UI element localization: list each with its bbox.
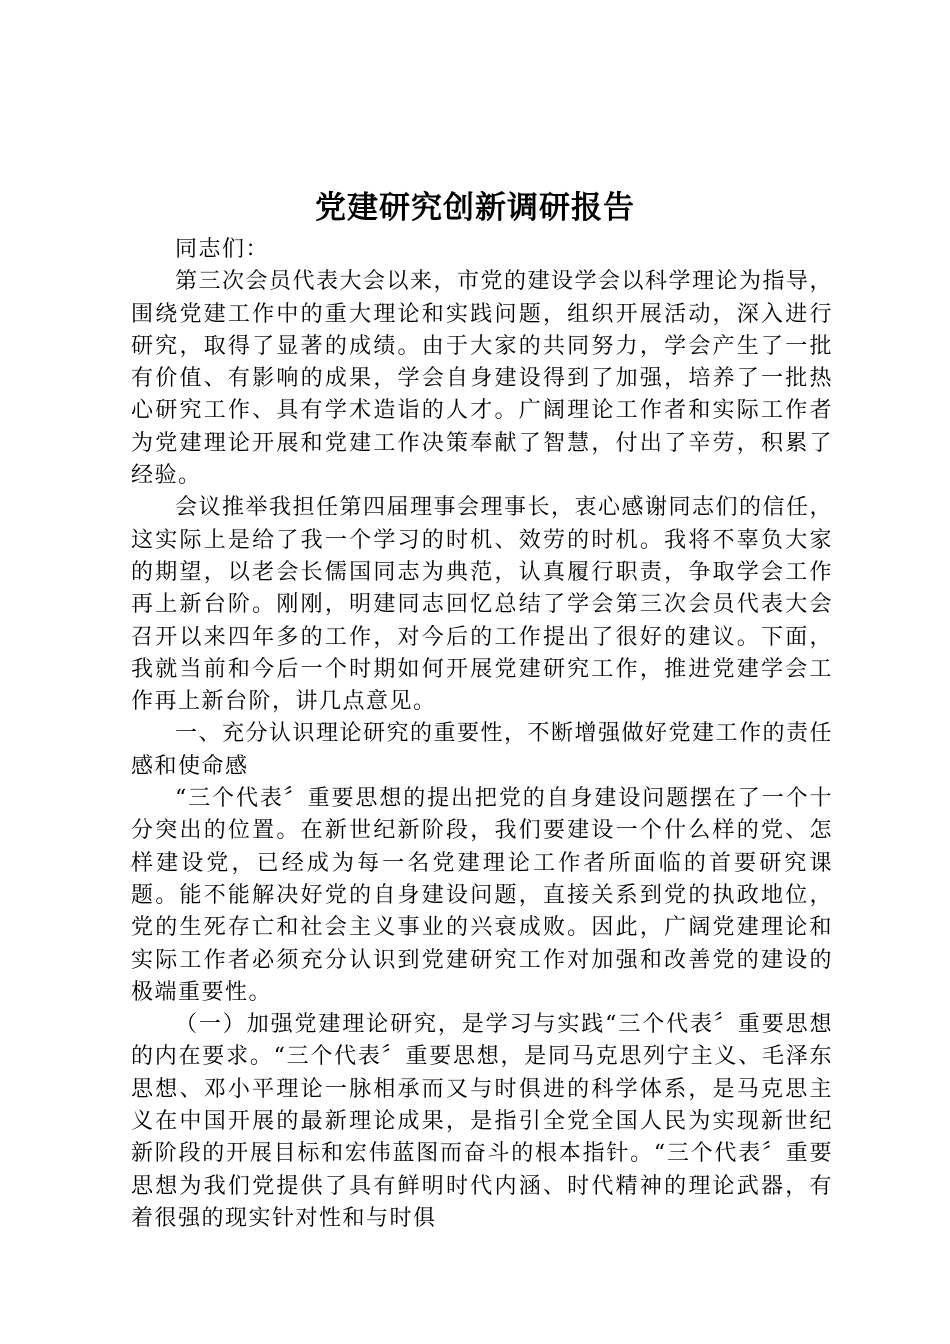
body-paragraph: “三个代表〞重要思想的提出把党的自身建设问题摆在了一个十分突出的位置。在新世纪新阶段，我们要建设一个什么样的党、怎样建设党，已经成为每一名党建理论工作者所面临的首要研究课题。能不能解决好党的自身建设问题，直接关系到党的执政地位，党的生死存亡和社会主义事业的兴衰成败。因此，广阔党建理论和实际工作者必须充分认识到党建研究工作对加强和改善党的建设的极端重要性。: [131, 786, 833, 1005]
body-paragraph: （一）加强党建理论研究，是学习与实践“三个代表〞重要思想的内在要求。“三个代表〞重要思想，是同马克思列宁主义、毛泽东思想、邓小平理论一脉相承而又与时俱进的科学体系，是马克思主义在中国开展的最新理论成果，是指引全党全国人民为实现新世纪新阶段的开展目标和宏伟蓝图而奋斗的根本指针。“三个代表〞重要思想为我们党提供了具有鲜明时代内涵、时代精神的理论武器，有着很强的现实针对性和与时俱: [131, 1012, 833, 1231]
document-body: [131, 234, 833, 1235]
salutation-paragraph: 同志们：: [175, 237, 270, 262]
body-paragraph: 会议推举我担任第四届理事会理事长，衷心感谢同志们的信任，这实际上是给了我一个学习的时机、效劳的时机。我将不辜负大家的期望，以老会长儒国同志为典范，认真履行职责，争取学会工作再上新台阶。刚刚，明建同志回忆总结了学会第三次会员代表大会召开以来四年多的工作，对今后的工作提出了很好的建议。下面，我就当前和今后一个时期如何开展党建研究工作，推进党建学会工作再上新台阶，讲几点意见。: [131, 495, 834, 715]
section-heading: 一、充分认识理论研究的重要性，不断增强做好党建工作的责任感和使命感: [131, 721, 834, 779]
document-title: 党建研究创新调研报告: [315, 190, 635, 226]
body-paragraph: 第三次会员代表大会以来，市党的建设学会以科学理论为指导，围绕党建工作中的重大理论和实践问题，组织开展活动，深入进行研究，取得了显著的成绩。由于大家的共同努力，学会产生了一批有价值、有影响的成果，学会自身建设得到了加强，培养了一批热心研究工作、具有学术造诣的人才。广阔理论工作者和实际工作者为党建理论开展和党建工作决策奉献了智慧，付出了辛劳，积累了经验。: [131, 269, 834, 489]
